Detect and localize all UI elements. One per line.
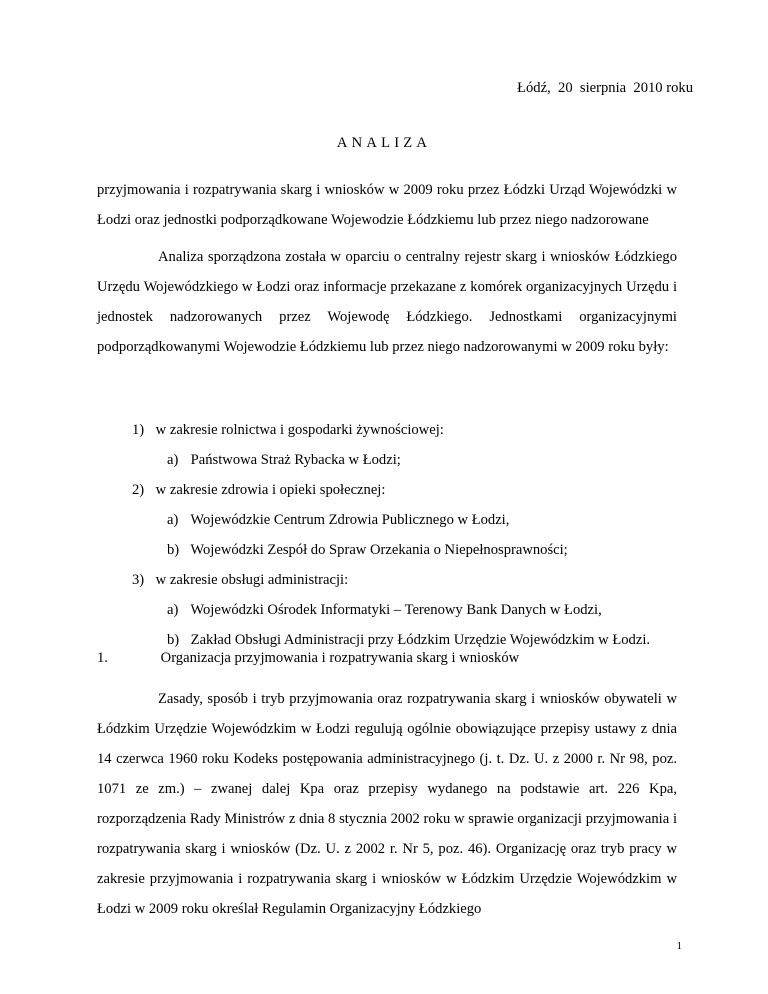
document-date: Łódź, 20 sierpnia 2010 roku [517,80,693,96]
list-label: w zakresie obsługi administracji: [155,572,349,588]
sub-list-text: Wojewódzki Ośrodek Informatyki – Terenowy Bank Danych w Łodzi, [190,602,602,618]
section-number: 1. [97,650,108,666]
sub-list-text: Wojewódzkie Centrum Zdrowia Publicznego w Łodzi, [190,512,510,528]
sub-list-item [167,600,602,621]
sub-list-letter: a) [167,512,179,528]
page-number: 1 [676,940,682,952]
sub-list-letter: b) [167,632,180,648]
list-item [132,480,385,501]
list-label: w zakresie rolnictwa i gospodarki żywnościowej: [155,422,444,438]
sub-list-letter: a) [167,452,179,468]
list-number: 1) [132,422,145,438]
section-heading [97,650,519,667]
sub-list-letter: b) [167,542,180,558]
list-label: w zakresie zdrowia i opieki społecznej: [155,482,386,498]
section-title: Organizacja przyjmowania i rozpatrywania skarg i wniosków [160,650,520,666]
sub-list-item [167,510,509,531]
list-item [132,420,444,441]
list-number: 2) [132,482,145,498]
sub-list-letter: a) [167,602,179,618]
sub-list-item [167,630,650,651]
body-paragraph: Zasady, sposób i tryb przyjmowania oraz rozpatrywania skarg i wniosków obywateli w Łódzkim Urzędzie Wojewódzkim w Łodzi regulują ogólnie obowiązujące przepisy ustawy z dnia 14 czerwca 1960 roku Kodeks postępowania administracyjnego (j. t. Dz. U. z 2000 r. Nr 98, poz. 1071 ze zm.) – zwanej dalej Kpa oraz przepisy wydanego na podstawie art. 226 Kpa, rozporządzenia Rady Ministrów z dnia 8 stycznia 2002 roku w sprawie organizacji przyjmowania i rozpatrywania skarg i wniosków (Dz. U. z 2002 r. Nr 5, poz. 46). Organizację oraz tryb pracy w zakresie przyjmowania i rozpatrywania skarg i wniosków w Łódzkim Urzędzie Wojewódzkim w Łodzi w 2009 roku określał Regulamin Organizacyjny Łódzkiego [97,691,677,917]
sub-list-text: Państwowa Straż Rybacka w Łodzi; [190,452,401,468]
sub-list-item [167,540,568,561]
sub-list-text: Wojewódzki Zespół do Spraw Orzekania o Niepełnosprawności; [190,542,568,558]
analysis-paragraph: Analiza sporządzona została w oparciu o centralny rejestr skarg i wniosków Łódzkiego Urzędu Wojewódzkiego w Łodzi oraz informacje przekazane z komórek organizacyjnych Urzędu i jednostek nadzorowanych przez Wojewodę Łódzkiego. Jednostkami organizacyjnymi podporządkowanymi Wojewodzie Łódzkiemu lub przez niego nadzorowanymi w 2009 roku były: [97,249,677,355]
document-title: ANALIZA [336,135,432,151]
intro-paragraph: przyjmowania i rozpatrywania skarg i wniosków w 2009 roku przez Łódzki Urząd Wojewódzki w Łodzi oraz jednostki podporządkowane Wojewodzie Łódzkiemu lub przez niego nadzorowane [97,182,677,228]
sub-list-text: Zakład Obsługi Administracji przy Łódzkim Urzędzie Wojewódzkim w Łodzi. [190,632,651,648]
list-item [132,570,348,591]
sub-list-item [167,450,401,471]
list-number: 3) [132,572,145,588]
